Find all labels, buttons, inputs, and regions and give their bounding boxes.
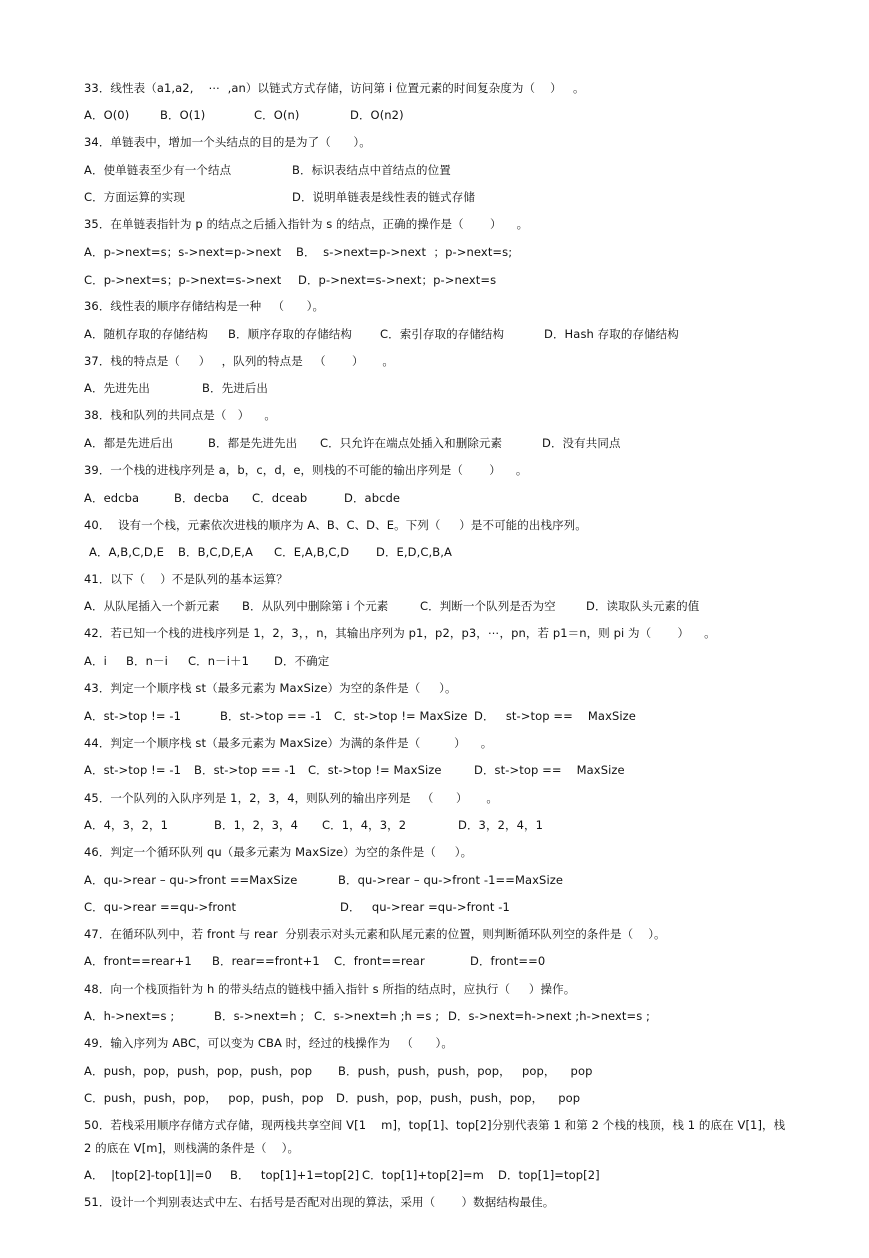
- option-c: C．p->next=s；p->next=s->next: [84, 273, 282, 287]
- option-a: A．front==rear+1: [84, 954, 192, 968]
- option-b: B．push，push，push，pop， pop， pop: [338, 1064, 593, 1078]
- option-d: D．p->next=s->next；p->next=s: [298, 273, 497, 287]
- question-34-stem: 34．单链表中，增加一个头结点的目的是为了（ ）。: [84, 135, 371, 149]
- question-46-stem: 46．判定一个循环队列 qu（最多元素为 MaxSize）为空的条件是（ ）。: [84, 845, 473, 859]
- option-d: D． st->top == MaxSize: [474, 709, 636, 723]
- option-c: C．qu->rear ==qu->front: [84, 900, 237, 914]
- option-a: A．p->next=s；s->next=p->next: [84, 245, 282, 259]
- option-c: C．st->top != MaxSize: [334, 709, 468, 723]
- option-d: D．读取队头元素的值: [586, 599, 700, 613]
- question-41-stem: 41．以下（ ）不是队列的基本运算？: [84, 572, 288, 586]
- option-b: B．rear==front+1: [212, 954, 320, 968]
- option-d: D．top[1]=top[2]: [498, 1168, 600, 1182]
- option-b: B．先进后出: [202, 381, 268, 395]
- question-48-stem: 48．向一个栈顶指针为 h 的带头结点的链栈中插入指针 s 所指的结点时，应执行（ ）操作。: [84, 982, 576, 996]
- option-d: D．st->top == MaxSize: [474, 763, 625, 777]
- question-50-options: [84, 1168, 839, 1258]
- question-42-stem: 42．若已知一个栈的进栈序列是 1，2，3，，n，其输出序列为 p1，p2，p3，⋯，pn，若 p1＝n，则 pi 为（ ） 。: [84, 626, 716, 640]
- question-51-stem: 51．设计一个判别表达式中左、右括号是否配对出现的算法，采用（ ）数据结构最佳。: [84, 1195, 555, 1209]
- option-b: B．n－i: [126, 654, 168, 668]
- question-38-stem: 38．栈和队列的共同点是（ ） 。: [84, 408, 276, 422]
- option-a: A．先进先出: [84, 381, 150, 395]
- option-b: B．从队列中删除第 i 个元素: [242, 599, 389, 613]
- question-36-stem: 36．线性表的顺序存储结构是一种 （ ）。: [84, 299, 325, 313]
- option-b: B．都是先进先出: [208, 436, 298, 450]
- option-b: B．O(1): [160, 108, 206, 122]
- option-b: B．1，2，3，4: [214, 818, 299, 832]
- option-c: C．s->next=h ;h =s ;: [314, 1009, 440, 1023]
- option-a: A．随机存取的存储结构: [84, 327, 208, 341]
- question-50-stem-line2: 2 的底在 V[m]，则栈满的条件是（ ）。: [84, 1141, 300, 1155]
- question-35-stem: 35．在单链表指针为 p 的结点之后插入指针为 s 的结点，正确的操作是（ ） 。: [84, 217, 529, 231]
- option-a: A．A,B,C,D,E: [89, 545, 164, 559]
- option-d: D．O(n2): [350, 108, 404, 122]
- option-c: C．O(n): [254, 108, 300, 122]
- question-44-stem: 44．判定一个顺序栈 st（最多元素为 MaxSize）为满的条件是（ ） 。: [84, 736, 493, 750]
- option-b: B．qu->rear – qu->front -1==MaxSize: [338, 873, 564, 887]
- option-c: C．push，push，pop， pop，push，pop: [84, 1091, 324, 1105]
- option-d: D．push，pop，push，push，pop， pop: [336, 1091, 581, 1105]
- option-b: B．decba: [174, 491, 230, 505]
- option-a: A．从队尾插入一个新元素: [84, 599, 220, 613]
- option-d: D．说明单链表是线性表的链式存储: [292, 190, 475, 204]
- option-a: A．4，3，2，1: [84, 818, 169, 832]
- option-d: D．E,D,C,B,A: [376, 545, 452, 559]
- question-45-stem: 45．一个队列的入队序列是 1，2，3，4，则队列的输出序列是 （ ） 。: [84, 791, 499, 805]
- option-d: D．s->next=h->next ;h->next=s ;: [448, 1009, 651, 1023]
- question-47-stem: 47．在循环队列中，若 front 与 rear 分别表示对头元素和队尾元素的位置，则判断循环队列空的条件是（ ）。: [84, 927, 666, 941]
- option-a: A．st->top != -1: [84, 709, 182, 723]
- option-c: C．方面运算的实现: [84, 190, 185, 204]
- option-d: D． qu->rear =qu->front -1: [340, 900, 510, 914]
- option-b: B．s->next=h ;: [214, 1009, 305, 1023]
- option-a: A．h->next=s ;: [84, 1009, 175, 1023]
- question-49-stem: 49．输入序列为 ABC，可以变为 CBA 时，经过的栈操作为 （ ）。: [84, 1036, 453, 1050]
- option-c: C．st->top != MaxSize: [308, 763, 442, 777]
- option-b: B． s->next=p->next ；p->next=s;: [296, 245, 513, 259]
- option-d: D．没有共同点: [542, 436, 621, 450]
- option-b: B．B,C,D,E,A: [178, 545, 254, 559]
- option-c: C．1，4，3，2: [322, 818, 407, 832]
- option-a: A．push，pop，push，pop，push，pop: [84, 1064, 313, 1078]
- option-a: A． |top[2]-top[1]|=0: [84, 1168, 212, 1182]
- option-b: B．顺序存取的存储结构: [228, 327, 352, 341]
- question-40-stem: 40． 设有一个栈，元素依次进栈的顺序为 A、B、C、D、E。下列（ ）是不可能的出栈序列。: [84, 518, 587, 532]
- option-a: A．i: [84, 654, 107, 668]
- option-c: C．dceab: [252, 491, 308, 505]
- option-d: D．不确定: [274, 654, 330, 668]
- question-37-stem: 37．栈的特点是（ ） ，队列的特点是 （ ） 。: [84, 354, 395, 368]
- option-c: C．n－i＋1: [188, 654, 250, 668]
- option-d: D．front==0: [470, 954, 546, 968]
- option-a: A．qu->rear – qu->front ==MaxSize: [84, 873, 298, 887]
- option-a: A．使单链表至少有一个结点: [84, 163, 232, 177]
- option-b: B． top[1]+1=top[2]: [230, 1168, 360, 1182]
- option-d: D．3，2，4，1: [458, 818, 544, 832]
- question-39-stem: 39．一个栈的进栈序列是 a，b，c，d，e，则栈的不可能的输出序列是（ ） 。: [84, 463, 528, 477]
- option-a: A．都是先进后出: [84, 436, 174, 450]
- option-c: C．判断一个队列是否为空: [420, 599, 556, 613]
- option-d: D．Hash 存取的存储结构: [544, 327, 679, 341]
- option-d: D．abcde: [344, 491, 401, 505]
- option-a: A．O(0): [84, 108, 130, 122]
- question-50-stem-line1: 50．若栈采用顺序存储方式存储，现两栈共享空间 V[1 m]，top[1]、top[2]分别代表第 1 和第 2 个栈的栈顶，栈 1 的底在 V[1]，栈: [84, 1118, 786, 1132]
- option-b: B．st->top == -1: [194, 763, 297, 777]
- option-c: C．top[1]+top[2]=m: [362, 1168, 484, 1182]
- option-c: C．front==rear: [334, 954, 425, 968]
- question-33-stem: 33．线性表（a1,a2, ⋯ ,an）以链式方式存储，访问第 i 位置元素的时间复杂度为（ ） 。: [84, 81, 585, 95]
- question-43-stem: 43．判定一个顺序栈 st（最多元素为 MaxSize）为空的条件是（ ）。: [84, 681, 457, 695]
- option-a: A．st->top != -1: [84, 763, 182, 777]
- option-c: C．只允许在端点处插入和删除元素: [320, 436, 503, 450]
- option-a: A．edcba: [84, 491, 140, 505]
- option-b: B．标识表结点中首结点的位置: [292, 163, 451, 177]
- option-c: C．索引存取的存储结构: [380, 327, 505, 341]
- option-b: B．st->top == -1: [220, 709, 323, 723]
- option-c: C．E,A,B,C,D: [274, 545, 350, 559]
